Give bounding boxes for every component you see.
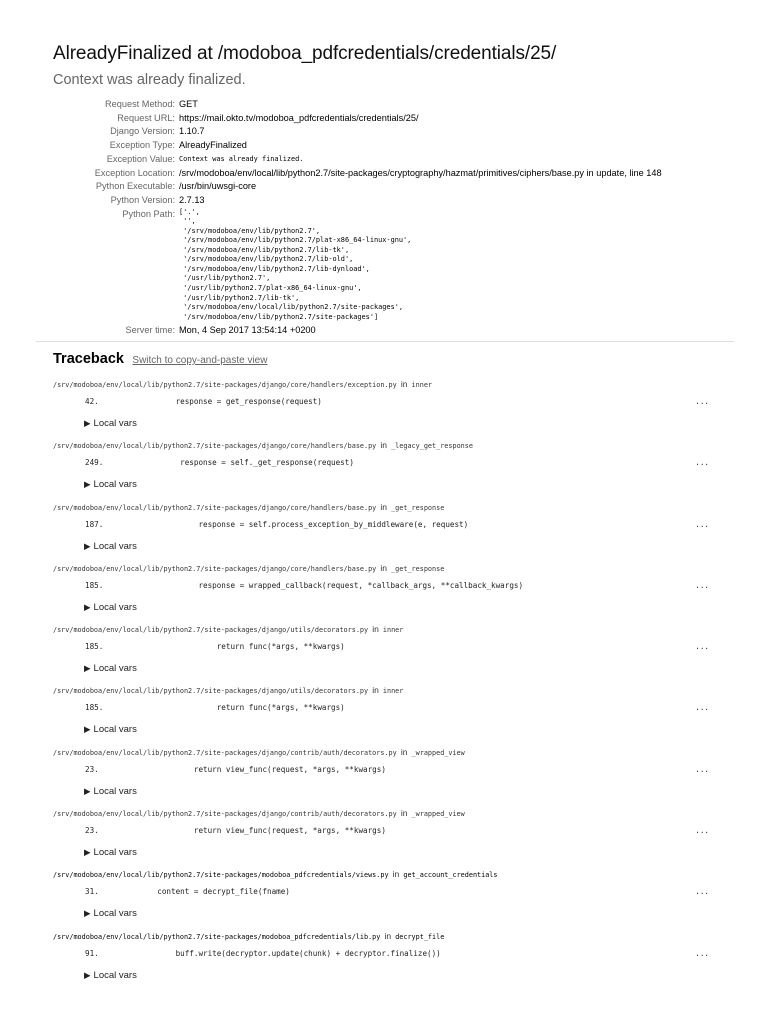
frame-function-name: _wrapped_view [411, 810, 465, 819]
frame-line-number: 91. [85, 948, 99, 958]
expand-triangle-icon: ▶ [84, 601, 91, 612]
frame-line-number: 185. [85, 580, 104, 590]
python-path-entry: '/usr/lib/python2.7/lib-tk', [179, 293, 300, 302]
frame-line-number: 31. [85, 887, 99, 897]
python-path-entry: '/srv/modoboa/env/lib/python2.7/site-packages'] [179, 312, 379, 321]
expand-triangle-icon: ▶ [84, 847, 91, 858]
local-vars-label: Local vars [93, 418, 137, 429]
local-vars-label: Local vars [93, 724, 137, 736]
expand-triangle-icon: ▶ [84, 479, 91, 490]
traceback-frame [53, 501, 713, 562]
expand-context-ellipsis[interactable]: ... [695, 642, 709, 652]
expand-context-ellipsis[interactable]: ... [695, 397, 709, 406]
server-time-value: Mon, 4 Sep 2017 13:54:14 +0200 [179, 325, 316, 336]
local-vars-toggle[interactable] [84, 970, 137, 981]
local-vars-toggle[interactable] [84, 479, 137, 490]
meta-label: Python Path: [122, 208, 175, 219]
local-vars-label: Local vars [93, 540, 137, 552]
expand-context-ellipsis[interactable]: ... [695, 580, 709, 590]
frame-line-number: 249. [85, 458, 104, 468]
frame-file-path [53, 930, 713, 943]
frame-context-line[interactable] [85, 826, 713, 835]
local-vars-label: Local vars [93, 785, 137, 797]
meta-label: Python Executable: [95, 181, 175, 192]
local-vars-toggle[interactable] [84, 541, 137, 552]
python-path-entry: ['.', [179, 207, 200, 216]
expand-context-ellipsis[interactable]: ... [695, 458, 709, 468]
frame-in-word: in [400, 746, 408, 757]
local-vars-toggle[interactable] [84, 724, 137, 735]
meta-row [53, 167, 662, 181]
exception-summary: Context was already finalized. [53, 72, 246, 88]
traceback-frame [53, 439, 713, 500]
frame-file-path [53, 562, 713, 575]
python-path-entry: '/srv/modoboa/env/lib/python2.7/lib-old', [179, 255, 354, 264]
frame-function-name: decrypt_file [395, 932, 445, 941]
frame-context-line[interactable] [85, 458, 713, 467]
frame-line-number: 23. [85, 826, 99, 836]
local-vars-label: Local vars [93, 663, 137, 675]
frame-in-word: in [400, 379, 408, 389]
frame-context-line[interactable] [85, 703, 713, 712]
frame-context-line[interactable] [85, 887, 713, 896]
frame-file-path [53, 746, 713, 759]
traceback-frame [53, 868, 713, 929]
python-path-list [179, 208, 662, 323]
expand-triangle-icon: ▶ [84, 969, 91, 980]
python-path-entry: '/usr/lib/python2.7/plat-x86_64-linux-gnu', [179, 284, 362, 292]
frame-code: response = get_response(request) [120, 397, 322, 406]
meta-label: Django Version: [110, 126, 175, 137]
meta-value: AlreadyFinalized [179, 140, 247, 151]
frame-line-number: 23. [85, 764, 99, 774]
expand-triangle-icon: ▶ [84, 663, 91, 674]
frame-line-number: 185. [85, 642, 104, 652]
meta-label: Request URL: [117, 112, 175, 123]
meta-row [53, 153, 662, 167]
local-vars-label: Local vars [93, 601, 137, 613]
frame-path-text: /srv/modoboa/env/local/lib/python2.7/site-packages/django/core/handlers/base.py [53, 442, 377, 451]
request-info-table [53, 98, 662, 338]
frame-code: return func(*args, **kwargs) [125, 642, 345, 652]
frame-context-line[interactable] [85, 520, 713, 529]
meta-value: GET [179, 99, 198, 109]
frame-line-number: 185. [85, 703, 104, 713]
switch-view-link[interactable]: Switch to copy-and-paste view [132, 355, 268, 366]
meta-value: /srv/modoboa/env/local/lib/python2.7/site-packages/cryptography/hazmat/primitives/ciphers/base.py in update, line 148 [179, 167, 662, 178]
traceback-frame [53, 623, 713, 684]
python-path-entry: '/srv/modoboa/env/lib/python2.7', [179, 226, 321, 235]
frame-context-line[interactable] [85, 765, 713, 774]
frame-file-path [53, 807, 713, 820]
frame-function-name: inner [382, 687, 404, 696]
traceback-frame [53, 684, 713, 745]
frame-code: buff.write(decryptor.update(chunk) + decryptor.finalize()) [120, 948, 441, 958]
frame-file-path [53, 868, 713, 881]
meta-label: Server time: [125, 325, 175, 336]
frame-in-word: in [384, 930, 392, 941]
meta-row [53, 139, 662, 153]
expand-triangle-icon: ▶ [84, 724, 91, 735]
frame-code: return view_func(request, *args, **kwargs) [120, 764, 386, 774]
python-path-entry: '/usr/lib/python2.7', [179, 274, 271, 283]
local-vars-toggle[interactable] [84, 908, 137, 919]
frame-code: content = decrypt_file(fname) [120, 887, 290, 897]
local-vars-label: Local vars [93, 847, 137, 859]
frame-path-text: /srv/modoboa/env/local/lib/python2.7/site-packages/django/core/handlers/base.py [53, 564, 377, 573]
frame-function-name: _get_response [391, 503, 445, 512]
expand-triangle-icon: ▶ [84, 908, 91, 919]
traceback-header [53, 350, 267, 368]
frame-context-line[interactable] [85, 642, 713, 651]
meta-row [53, 98, 662, 112]
local-vars-label: Local vars [93, 479, 137, 491]
frame-path-text: /srv/modoboa/env/local/lib/python2.7/site-packages/modoboa_pdfcredentials/lib.py [53, 932, 381, 941]
frame-file-path [53, 623, 713, 636]
frame-file-path [53, 684, 713, 697]
frame-in-word: in [380, 440, 387, 451]
expand-context-ellipsis[interactable]: ... [695, 826, 709, 836]
meta-label: Python Version: [110, 194, 175, 205]
expand-triangle-icon: ▶ [84, 540, 91, 551]
meta-value: https://mail.okto.tv/modoboa_pdfcredentials/credentials/25/ [179, 112, 419, 123]
frame-path-text: /srv/modoboa/env/local/lib/python2.7/site-packages/django/contrib/auth/decorators.py [53, 810, 397, 819]
meta-label: Exception Type: [109, 140, 175, 151]
frame-function-name: get_account_credentials [403, 871, 498, 880]
local-vars-toggle[interactable] [84, 847, 137, 858]
frame-function-name: _wrapped_view [411, 748, 465, 757]
meta-value: /usr/bin/uwsgi-core [179, 181, 257, 192]
expand-context-ellipsis[interactable]: ... [695, 703, 709, 713]
python-path-entry: '/srv/modoboa/env/lib/python2.7/lib-tk', [179, 245, 350, 254]
traceback-frame [53, 807, 713, 868]
expand-triangle-icon: ▶ [84, 785, 91, 796]
python-path-entry: '/srv/modoboa/env/lib/python2.7/plat-x86_64-linux-gnu', [179, 236, 412, 245]
meta-row [53, 112, 662, 126]
expand-context-ellipsis[interactable]: ... [695, 519, 709, 529]
python-path-entry: '/srv/modoboa/env/local/lib/python2.7/site-packages', [179, 303, 404, 312]
expand-context-ellipsis[interactable]: ... [695, 948, 709, 958]
frame-line-number: 187. [85, 519, 104, 529]
frame-path-text: /srv/modoboa/env/local/lib/python2.7/site-packages/django/core/handlers/base.py [53, 503, 377, 512]
local-vars-toggle[interactable] [84, 786, 137, 797]
meta-row-python-path [53, 208, 662, 323]
expand-context-ellipsis[interactable]: ... [695, 764, 709, 774]
local-vars-label: Local vars [93, 908, 137, 920]
frame-file-path [53, 378, 713, 391]
frame-path-text: /srv/modoboa/env/local/lib/python2.7/site-packages/django/utils/decorators.py [53, 626, 369, 635]
frame-file-path [53, 439, 713, 452]
frame-function-name: inner [411, 381, 433, 389]
frame-path-text: /srv/modoboa/env/local/lib/python2.7/site-packages/django/core/handlers/exception.py [53, 381, 397, 389]
expand-triangle-icon: ▶ [84, 418, 91, 428]
frame-context-line[interactable] [85, 397, 713, 406]
meta-label: Exception Value: [106, 153, 175, 164]
frame-in-word: in [380, 562, 387, 573]
frame-path-text: /srv/modoboa/env/local/lib/python2.7/site-packages/django/contrib/auth/decorators.py [53, 748, 397, 757]
frame-in-word: in [372, 624, 379, 635]
traceback-frames [53, 378, 713, 991]
frame-code: return view_func(request, *args, **kwargs) [120, 826, 386, 836]
frame-code: response = wrapped_callback(request, *callback_args, **callback_kwargs) [125, 580, 524, 590]
frame-function-name: _legacy_get_response [391, 442, 473, 451]
local-vars-toggle[interactable] [84, 418, 137, 429]
frame-code: response = self._get_response(request) [125, 458, 354, 468]
frame-file-path [53, 501, 713, 514]
meta-value: 1.10.7 [179, 126, 205, 137]
expand-context-ellipsis[interactable]: ... [695, 887, 709, 897]
frame-in-word: in [400, 808, 408, 819]
frame-function-name: _get_response [391, 564, 445, 573]
traceback-frame [53, 562, 713, 623]
traceback-frame [53, 930, 713, 991]
meta-row-server-time [53, 322, 662, 338]
meta-label: Request Method: [105, 99, 175, 109]
frame-context-line[interactable] [85, 581, 713, 590]
python-path-entry: '', [179, 217, 196, 226]
meta-value: Context was already finalized. [179, 154, 304, 163]
frame-function-name: inner [382, 626, 404, 635]
meta-row [53, 194, 662, 208]
meta-row [53, 125, 662, 139]
frame-in-word: in [392, 869, 400, 880]
local-vars-toggle[interactable] [84, 602, 137, 613]
meta-value: 2.7.13 [179, 194, 205, 205]
local-vars-toggle[interactable] [84, 663, 137, 674]
section-divider [36, 341, 734, 342]
local-vars-label: Local vars [93, 969, 137, 981]
frame-line-number: 42. [85, 397, 99, 406]
frame-path-text: /srv/modoboa/env/local/lib/python2.7/site-packages/modoboa_pdfcredentials/views.py [53, 871, 389, 880]
python-path-entry: '/srv/modoboa/env/lib/python2.7/lib-dynload', [179, 264, 370, 273]
frame-in-word: in [372, 685, 379, 696]
traceback-frame [53, 378, 713, 439]
meta-label: Exception Location: [94, 167, 175, 178]
page-title: AlreadyFinalized at /modoboa_pdfcredentials/credentials/25/ [53, 43, 557, 64]
frame-code: response = self.process_exception_by_middleware(e, request) [125, 519, 469, 529]
frame-context-line[interactable] [85, 949, 713, 958]
traceback-heading: Traceback [53, 351, 124, 367]
traceback-frame [53, 746, 713, 807]
meta-row [53, 180, 662, 194]
frame-code: return func(*args, **kwargs) [125, 703, 345, 713]
frame-in-word: in [380, 501, 387, 512]
frame-path-text: /srv/modoboa/env/local/lib/python2.7/site-packages/django/utils/decorators.py [53, 687, 369, 696]
